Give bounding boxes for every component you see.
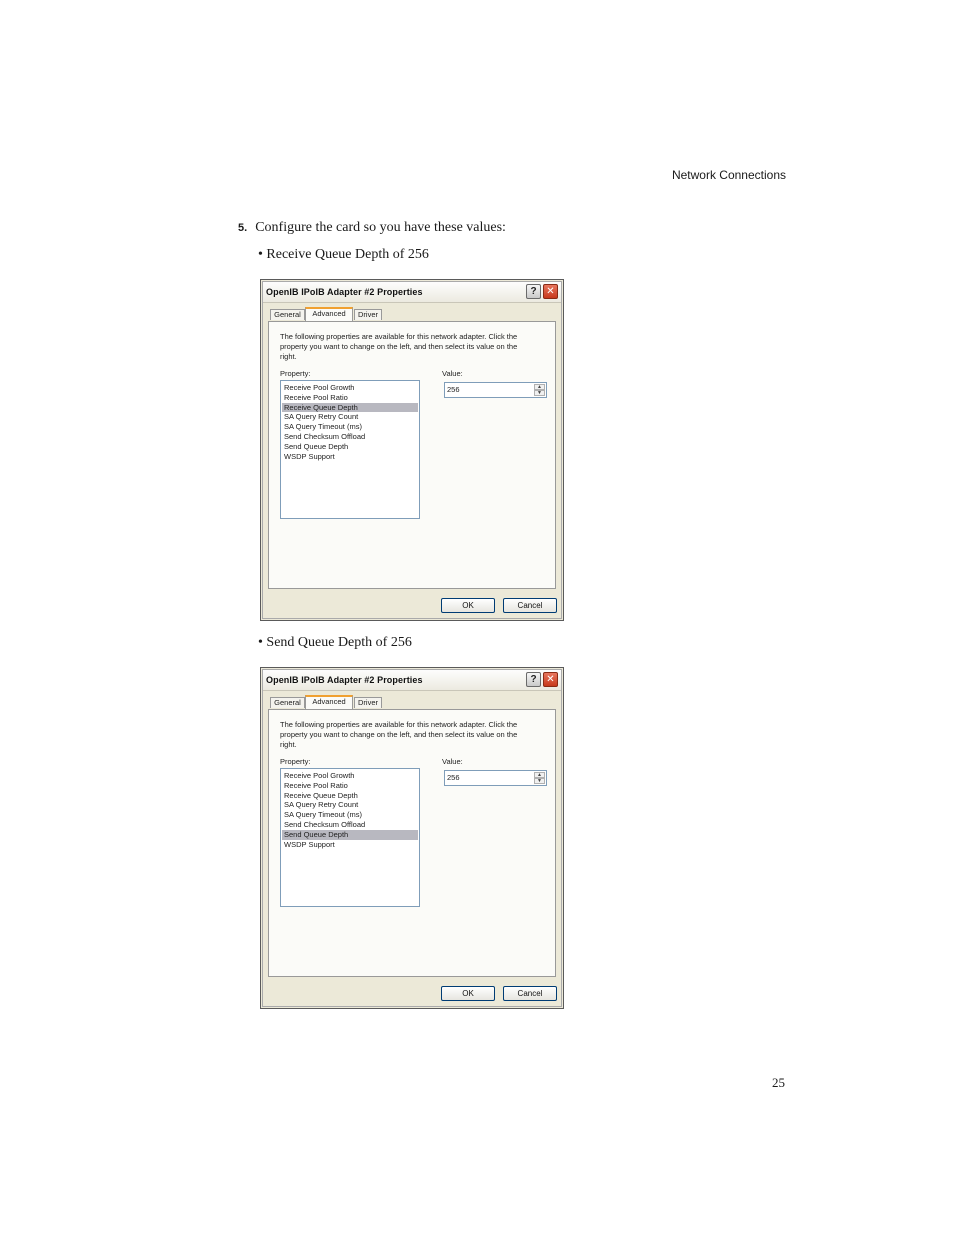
description-text: The following properties are available for this network adapter. Click the property you want to change on the left, and then select its value on the right.	[280, 332, 518, 361]
property-label: Property:	[280, 757, 311, 766]
description-text: The following properties are available for this network adapter. Click the property you want to change on the left, and then select its value on the right.	[280, 720, 518, 749]
advanced-tab-panel	[268, 709, 556, 977]
page-number: 25	[772, 1075, 785, 1090]
help-icon[interactable]	[526, 672, 541, 687]
close-icon[interactable]	[543, 672, 558, 687]
value-spinbox[interactable]	[444, 382, 547, 398]
ok-button[interactable]: OK	[441, 598, 495, 613]
property-label: Property:	[280, 369, 311, 378]
property-item-receive-pool-growth[interactable]: Receive Pool Growth	[284, 383, 355, 392]
adapter-properties-dialog-2	[260, 667, 564, 1009]
tab-advanced[interactable]: Advanced	[305, 307, 353, 321]
help-glyph: ?	[530, 673, 537, 685]
tab-driver[interactable]: Driver	[354, 697, 382, 708]
cancel-button[interactable]: Cancel	[503, 598, 557, 613]
step-number: 5.	[238, 222, 248, 234]
tab-general[interactable]: General	[270, 697, 305, 708]
property-item-sa-query-timeout[interactable]: SA Query Timeout (ms)	[284, 810, 362, 820]
bullet-send-queue-depth: • Send Queue Depth of 256	[258, 635, 412, 650]
tab-advanced[interactable]: Advanced	[305, 695, 353, 709]
dialog-titlebar	[263, 282, 561, 303]
spin-up-icon[interactable]: ▲	[534, 772, 545, 778]
value-field[interactable]: 256	[447, 385, 460, 394]
property-item-wsdp-support[interactable]: WSDP Support	[284, 839, 335, 849]
property-item-receive-queue-depth[interactable]: Receive Queue Depth	[284, 790, 358, 800]
help-icon[interactable]	[526, 284, 541, 299]
dialog-title: OpenIB IPoIB Adapter #2 Properties	[266, 287, 423, 297]
property-item-sa-query-timeout[interactable]: SA Query Timeout (ms)	[284, 422, 362, 432]
property-item-receive-queue-depth[interactable]: Receive Queue Depth	[282, 403, 418, 413]
spin-down-icon[interactable]: ▼	[534, 390, 545, 396]
close-glyph: ✕	[546, 673, 555, 685]
property-item-receive-pool-ratio[interactable]: Receive Pool Ratio	[284, 392, 348, 402]
property-listbox[interactable]	[280, 380, 420, 519]
value-label: Value:	[442, 369, 463, 378]
spin-up-icon[interactable]: ▲	[534, 384, 545, 390]
value-field[interactable]: 256	[447, 773, 460, 782]
property-item-send-checksum-offload[interactable]: Send Checksum Offload	[284, 819, 366, 829]
cancel-button[interactable]: Cancel	[503, 986, 557, 1001]
close-glyph: ✕	[546, 285, 555, 297]
close-icon[interactable]	[543, 284, 558, 299]
running-header: Network Connections	[671, 168, 786, 182]
dialog-title: OpenIB IPoIB Adapter #2 Properties	[266, 675, 423, 685]
advanced-tab-panel	[268, 321, 556, 589]
value-label: Value:	[442, 757, 463, 766]
value-spinbox[interactable]	[444, 770, 547, 786]
property-item-wsdp-support[interactable]: WSDP Support	[284, 451, 335, 461]
adapter-properties-dialog-1	[260, 279, 564, 621]
bullet-receive-queue-depth: • Receive Queue Depth of 256	[258, 247, 429, 262]
property-item-send-checksum-offload[interactable]: Send Checksum Offload	[284, 431, 366, 441]
step-text: Configure the card so you have these values:	[255, 220, 506, 235]
dialog-titlebar	[263, 670, 561, 691]
property-item-receive-pool-ratio[interactable]: Receive Pool Ratio	[284, 780, 348, 790]
property-item-send-queue-depth[interactable]: Send Queue Depth	[282, 830, 418, 840]
spin-down-icon[interactable]: ▼	[534, 778, 545, 784]
ok-button[interactable]: OK	[441, 986, 495, 1001]
property-item-receive-pool-growth[interactable]: Receive Pool Growth	[284, 771, 355, 780]
property-listbox[interactable]	[280, 768, 420, 907]
property-item-send-queue-depth[interactable]: Send Queue Depth	[284, 441, 349, 451]
help-glyph: ?	[530, 285, 537, 297]
property-item-sa-query-retry-count[interactable]: SA Query Retry Count	[284, 412, 359, 422]
step-5	[238, 220, 506, 236]
tab-driver[interactable]: Driver	[354, 309, 382, 320]
tab-general[interactable]: General	[270, 309, 305, 320]
property-item-sa-query-retry-count[interactable]: SA Query Retry Count	[284, 800, 359, 810]
